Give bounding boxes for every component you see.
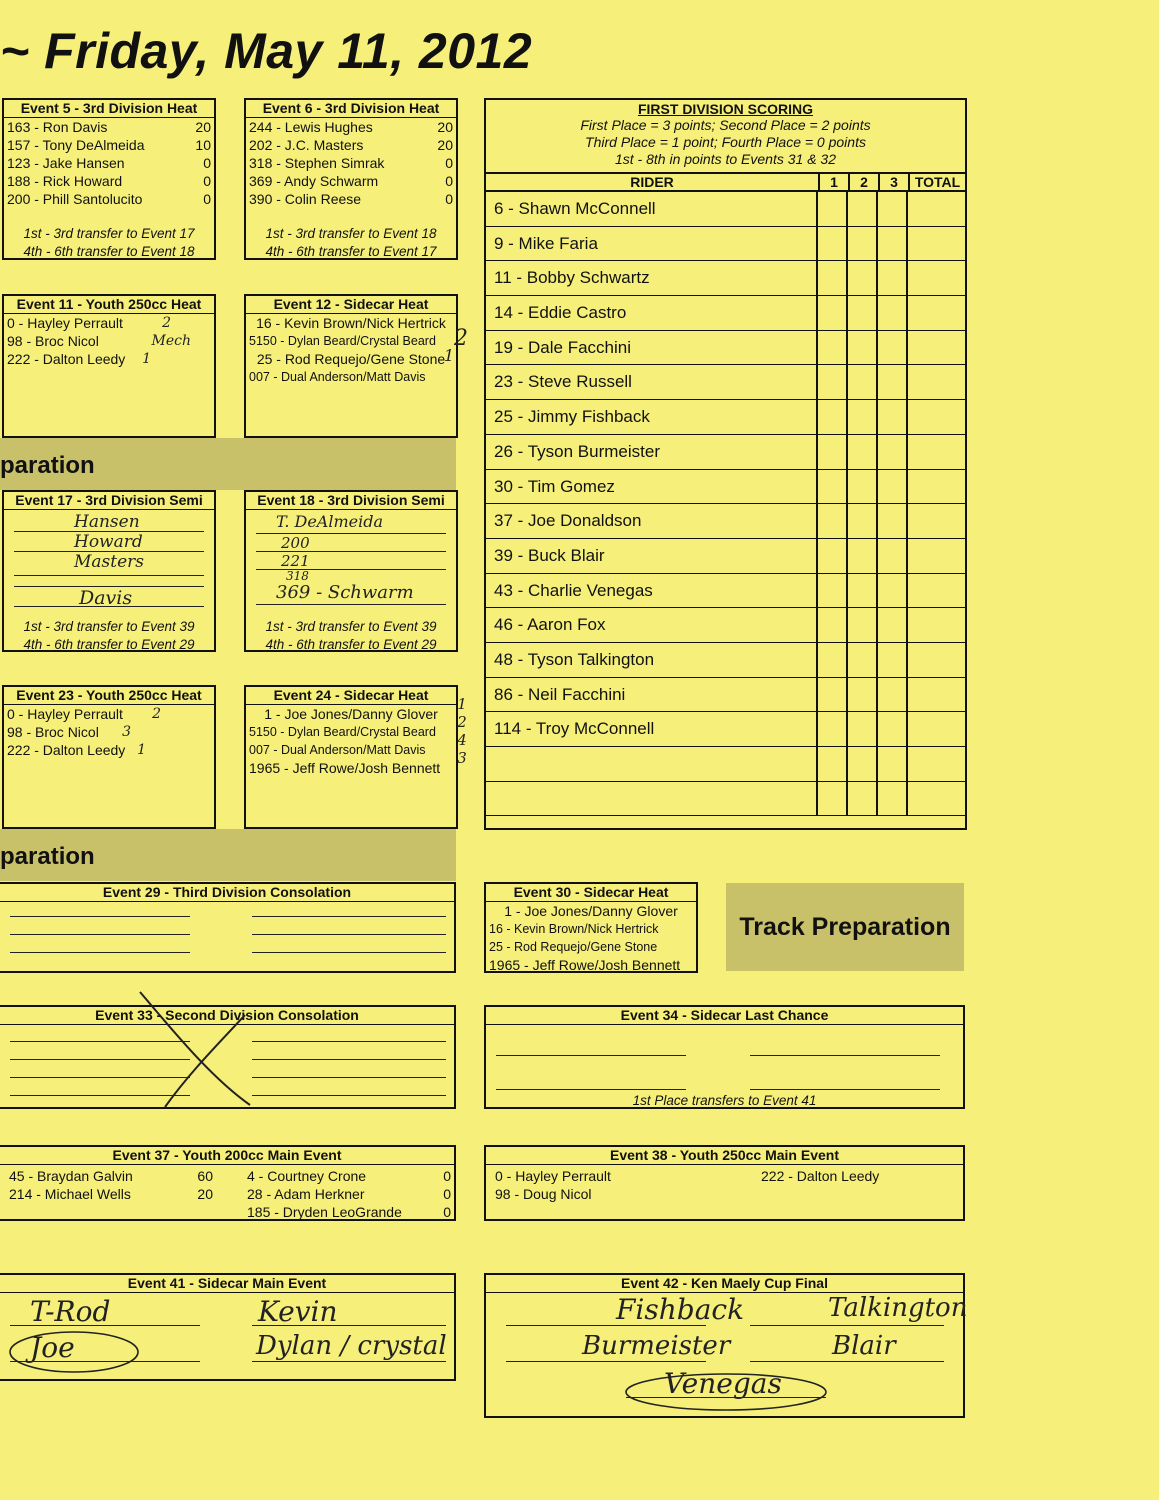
heat-points-cell (878, 643, 908, 677)
heat-points-cell (818, 782, 848, 816)
handwritten-entry: T-Rod (30, 1295, 111, 1328)
handwritten-result: 1 (142, 351, 151, 367)
event-38-title: Event 38 - Youth 250cc Main Event (486, 1147, 963, 1165)
event-29-box (0, 882, 456, 973)
table-row: 318 - Stephen Simrak 0 (249, 155, 453, 171)
total-points-cell (908, 192, 965, 226)
heat-points-cell (848, 331, 878, 365)
table-row: 202 - J.C. Masters 20 (249, 137, 453, 153)
event-24-box (244, 685, 467, 829)
table-row: 0 - Hayley Perrault (495, 1168, 611, 1184)
handwritten-result: 3 (122, 724, 131, 740)
column-header: 2 (850, 174, 880, 190)
heat-points-cell (818, 747, 848, 781)
heat-points-cell (878, 574, 908, 608)
table-row: 222 - Dalton Leedy 1 (7, 742, 146, 758)
handwritten-entry: Davis (14, 587, 204, 607)
heat-points-cell (818, 435, 848, 469)
transfer-note: 4th - 6th transfer to Event 18 (23, 244, 195, 259)
total-points-cell (908, 331, 965, 365)
heat-points-cell (818, 643, 848, 677)
rider-name: 114 - Troy McConnell (486, 712, 818, 746)
heat-points-cell (848, 192, 878, 226)
heat-points-cell (818, 470, 848, 504)
rider-name: 37 - Joe Donaldson (486, 504, 818, 538)
scoring-title: FIRST DIVISION SCORING (637, 101, 813, 117)
total-points-cell (908, 539, 965, 573)
heat-points-cell (848, 435, 878, 469)
event-42-box (484, 1273, 968, 1418)
track-preparation-label: Track Preparation (726, 883, 964, 971)
table-row (486, 296, 965, 331)
event-6-box (244, 98, 458, 260)
heat-points-cell (818, 608, 848, 642)
table-row: 16 - Kevin Brown/Nick Hertrick (256, 315, 446, 331)
handwritten-entry: Blair (832, 1331, 896, 1361)
scoring-header (486, 100, 965, 174)
rider-name: 39 - Buck Blair (486, 539, 818, 573)
table-row: 244 - Lewis Hughes 20 (249, 119, 453, 135)
table-row: 007 - Dual Anderson/Matt Davis (249, 743, 426, 757)
handwritten-entry: Burmeister (582, 1331, 731, 1361)
heat-points-cell (848, 747, 878, 781)
heat-points-cell (878, 782, 908, 816)
transfer-note: 4th - 6th transfer to Event 29 (23, 637, 195, 652)
table-row: 188 - Rick Howard 0 (7, 173, 211, 189)
event-33-box (0, 1005, 456, 1109)
handwritten-entry: 221 (256, 552, 446, 570)
event-17-title: Event 17 - 3rd Division Semi (4, 492, 214, 510)
handwritten-result: 4 (457, 731, 467, 749)
table-row (486, 504, 965, 539)
column-header: 3 (880, 174, 910, 190)
handwritten-result: 2 (457, 713, 467, 731)
handwritten-entry: Dylan / crystal (256, 1331, 447, 1361)
scoring-rule: First Place = 3 points; Second Place = 2 points (580, 117, 871, 133)
heat-points-cell (878, 365, 908, 399)
rider-name: 26 - Tyson Burmeister (486, 435, 818, 469)
total-points-cell (908, 747, 965, 781)
heat-points-cell (878, 539, 908, 573)
total-points-cell (908, 227, 965, 261)
event-11-title: Event 11 - Youth 250cc Heat (4, 296, 214, 314)
table-row (486, 435, 965, 470)
table-row: 163 - Ron Davis 20 (7, 119, 211, 135)
handwritten-entry: 200 (256, 534, 446, 552)
table-row: 1 - Joe Jones/Danny Glover (264, 706, 438, 722)
rider-name: 11 - Bobby Schwartz (486, 261, 818, 295)
table-row: 214 - Michael Wells 20 (9, 1186, 213, 1202)
handwritten-result: 1 (457, 695, 467, 713)
transfer-note: 1st - 3rd transfer to Event 18 (265, 226, 437, 241)
heat-points-cell (818, 261, 848, 295)
rider-name (486, 782, 818, 816)
transfer-note: 1st - 3rd transfer to Event 39 (23, 619, 195, 634)
heat-points-cell (848, 261, 878, 295)
scoring-rows (486, 192, 965, 816)
rider-name (486, 747, 818, 781)
handwritten-result: 1 (443, 346, 454, 365)
handwritten-entry: 318 (286, 569, 309, 583)
heat-points-cell (848, 470, 878, 504)
event-23-title: Event 23 - Youth 250cc Heat (4, 687, 214, 705)
event-18-box (244, 490, 458, 652)
table-row (486, 365, 965, 400)
event-23-box (2, 685, 216, 829)
table-row: 185 - Dryden LeoGrande 0 (247, 1204, 451, 1220)
heat-points-cell (878, 504, 908, 538)
total-points-cell (908, 296, 965, 330)
table-row: 1965 - Jeff Rowe/Josh Bennett (489, 957, 681, 973)
table-row: 98 - Broc Nicol Mech (7, 333, 191, 349)
event-11-box (2, 294, 216, 438)
event-18-title: Event 18 - 3rd Division Semi (246, 492, 456, 510)
column-header: 1 (820, 174, 850, 190)
table-row (486, 747, 965, 782)
circle-mark (4, 1327, 144, 1377)
heat-points-cell (878, 712, 908, 746)
handwritten-result: 2 (162, 315, 171, 331)
table-row: 5150 - Dylan Beard/Crystal Beard (249, 334, 436, 348)
event-12-box (244, 294, 468, 438)
table-row: 25 - Rod Requejo/Gene Stone (489, 940, 658, 954)
heat-points-cell (848, 539, 878, 573)
handwritten-entry: T. DeAlmeida (256, 512, 446, 534)
table-row: 157 - Tony DeAlmeida 10 (7, 137, 211, 153)
transfer-note: 1st - 3rd transfer to Event 39 (265, 619, 437, 634)
total-points-cell (908, 782, 965, 816)
heat-points-cell (818, 574, 848, 608)
table-row: 1965 - Jeff Rowe/Josh Bennett (249, 760, 441, 776)
column-header-row (486, 174, 965, 192)
first-division-scoring-table (484, 98, 967, 830)
transfer-note: 4th - 6th transfer to Event 29 (265, 637, 437, 652)
section-band-label: paration (0, 452, 95, 479)
heat-points-cell (878, 608, 908, 642)
handwritten-entry: Venegas (664, 1367, 782, 1400)
heat-points-cell (848, 782, 878, 816)
rider-name: 14 - Eddie Castro (486, 296, 818, 330)
rider-name: 6 - Shawn McConnell (486, 192, 818, 226)
page-title: ~ Friday, May 11, 2012 (0, 23, 533, 79)
table-row: 28 - Adam Herkner 0 (247, 1186, 451, 1202)
heat-points-cell (848, 400, 878, 434)
table-row: 222 - Dalton Leedy (761, 1168, 880, 1184)
table-row (486, 643, 965, 678)
heat-points-cell (878, 400, 908, 434)
table-row (486, 227, 965, 262)
heat-points-cell (818, 712, 848, 746)
rider-name: 43 - Charlie Venegas (486, 574, 818, 608)
heat-points-cell (878, 331, 908, 365)
heat-points-cell (848, 678, 878, 712)
heat-points-cell (818, 678, 848, 712)
handwritten-entry: Fishback (616, 1293, 745, 1326)
column-header: TOTAL (914, 174, 961, 190)
heat-points-cell (878, 227, 908, 261)
handwritten-entry: Joe (30, 1331, 75, 1364)
event-34-title: Event 34 - Sidecar Last Chance (486, 1007, 963, 1025)
scoring-rule: 1st - 8th in points to Events 31 & 32 (614, 151, 837, 167)
table-row (486, 400, 965, 435)
table-row: 0 - Hayley Perrault 2 (7, 706, 161, 722)
section-band (0, 829, 456, 881)
total-points-cell (908, 574, 965, 608)
event-24-title: Event 24 - Sidecar Heat (246, 687, 456, 705)
rider-name: 46 - Aaron Fox (486, 608, 818, 642)
heat-points-cell (878, 435, 908, 469)
event-41-title: Event 41 - Sidecar Main Event (0, 1275, 454, 1293)
heat-points-cell (878, 296, 908, 330)
table-row: 0 - Hayley Perrault 2 (7, 315, 171, 331)
table-row: 390 - Colin Reese 0 (249, 191, 453, 207)
heat-points-cell (848, 608, 878, 642)
section-band-label: paration (0, 843, 95, 870)
event-30-title: Event 30 - Sidecar Heat (486, 884, 696, 902)
handwritten-entry: Howard (14, 532, 204, 552)
rider-name: 23 - Steve Russell (486, 365, 818, 399)
handwritten-result: 1 (137, 742, 146, 758)
heat-points-cell (848, 574, 878, 608)
table-row: 98 - Broc Nicol 3 (7, 724, 131, 740)
total-points-cell (908, 643, 965, 677)
heat-points-cell (878, 747, 908, 781)
heat-points-cell (818, 365, 848, 399)
handwritten-result: Mech (151, 333, 191, 349)
handwritten-entry: Hansen (14, 512, 204, 532)
heat-points-cell (848, 643, 878, 677)
heat-points-cell (818, 296, 848, 330)
total-points-cell (908, 712, 965, 746)
table-row: 123 - Jake Hansen 0 (7, 155, 211, 171)
total-points-cell (908, 678, 965, 712)
heat-points-cell (848, 365, 878, 399)
table-row: 25 - Rod Requejo/Gene Stone (256, 351, 446, 367)
table-row (486, 574, 965, 609)
event-17-box (2, 490, 216, 652)
event-38-box (484, 1145, 965, 1221)
table-row (486, 782, 965, 817)
heat-points-cell (878, 261, 908, 295)
table-row: 5150 - Dylan Beard/Crystal Beard (249, 725, 436, 739)
table-row (486, 608, 965, 643)
event-34-box (484, 1005, 965, 1109)
heat-points-cell (878, 192, 908, 226)
total-points-cell (908, 435, 965, 469)
total-points-cell (908, 504, 965, 538)
rider-name: 86 - Neil Facchini (486, 678, 818, 712)
table-row: 45 - Braydan Galvin 60 (9, 1168, 213, 1184)
circle-mark (621, 1370, 831, 1414)
scoring-rule: Third Place = 1 point; Fourth Place = 0 points (585, 134, 866, 150)
rider-name: 19 - Dale Facchini (486, 331, 818, 365)
total-points-cell (908, 608, 965, 642)
heat-points-cell (818, 504, 848, 538)
handwritten-entry: 369 - Schwarm (256, 582, 446, 605)
event-42-title: Event 42 - Ken Maely Cup Final (486, 1275, 963, 1293)
heat-points-cell (818, 331, 848, 365)
event-30-box (484, 882, 698, 973)
table-row: 007 - Dual Anderson/Matt Davis (249, 370, 426, 384)
table-row (486, 678, 965, 713)
table-row (486, 539, 965, 574)
handwritten-result: 2 (454, 326, 468, 351)
handwritten-result: 2 (152, 706, 161, 722)
section-band (0, 438, 456, 490)
table-row: 222 - Dalton Leedy 1 (7, 351, 151, 367)
event-29-title: Event 29 - Third Division Consolation (0, 884, 454, 902)
transfer-note: 4th - 6th transfer to Event 17 (265, 244, 437, 259)
heat-points-cell (818, 400, 848, 434)
table-row: 369 - Andy Schwarm 0 (249, 173, 453, 189)
table-row (486, 470, 965, 505)
heat-points-cell (878, 678, 908, 712)
heat-points-cell (848, 296, 878, 330)
total-points-cell (908, 400, 965, 434)
heat-points-cell (818, 192, 848, 226)
total-points-cell (908, 261, 965, 295)
total-points-cell (908, 365, 965, 399)
table-row: 16 - Kevin Brown/Nick Hertrick (489, 922, 659, 936)
column-header: RIDER (486, 174, 820, 190)
event-6-title: Event 6 - 3rd Division Heat (246, 100, 456, 118)
table-row (486, 331, 965, 366)
transfer-note: 1st Place transfers to Event 41 (632, 1093, 817, 1108)
table-row: 200 - Phill Santolucito 0 (7, 191, 211, 207)
table-row: 1 - Joe Jones/Danny Glover (504, 903, 678, 919)
cross-out-mark (130, 987, 270, 1117)
event-37-box (0, 1145, 456, 1221)
heat-points-cell (818, 539, 848, 573)
heat-points-cell (848, 504, 878, 538)
table-row (486, 192, 965, 227)
table-row: 4 - Courtney Crone 0 (247, 1168, 451, 1184)
event-33-title: Event 33 - Second Division Consolation (0, 1007, 454, 1025)
table-row (486, 712, 965, 747)
total-points-cell (908, 470, 965, 504)
transfer-note: 1st - 3rd transfer to Event 17 (23, 226, 195, 241)
handwritten-result: 3 (457, 749, 467, 767)
event-41-box (0, 1273, 456, 1381)
event-12-title: Event 12 - Sidecar Heat (246, 296, 456, 314)
rider-name: 48 - Tyson Talkington (486, 643, 818, 677)
heat-points-cell (878, 470, 908, 504)
event-37-title: Event 37 - Youth 200cc Main Event (0, 1147, 454, 1165)
table-row: 98 - Doug Nicol (495, 1186, 592, 1202)
heat-points-cell (848, 712, 878, 746)
event-5-box (2, 98, 216, 260)
rider-name: 30 - Tim Gomez (486, 470, 818, 504)
event-5-title: Event 5 - 3rd Division Heat (4, 100, 214, 118)
rider-name: 25 - Jimmy Fishback (486, 400, 818, 434)
handwritten-entry: Talkington (828, 1293, 968, 1323)
heat-points-cell (848, 227, 878, 261)
rider-name: 9 - Mike Faria (486, 227, 818, 261)
handwritten-entry: Kevin (258, 1295, 338, 1328)
table-row (486, 261, 965, 296)
heat-points-cell (818, 227, 848, 261)
handwritten-entry: Masters (14, 552, 204, 576)
